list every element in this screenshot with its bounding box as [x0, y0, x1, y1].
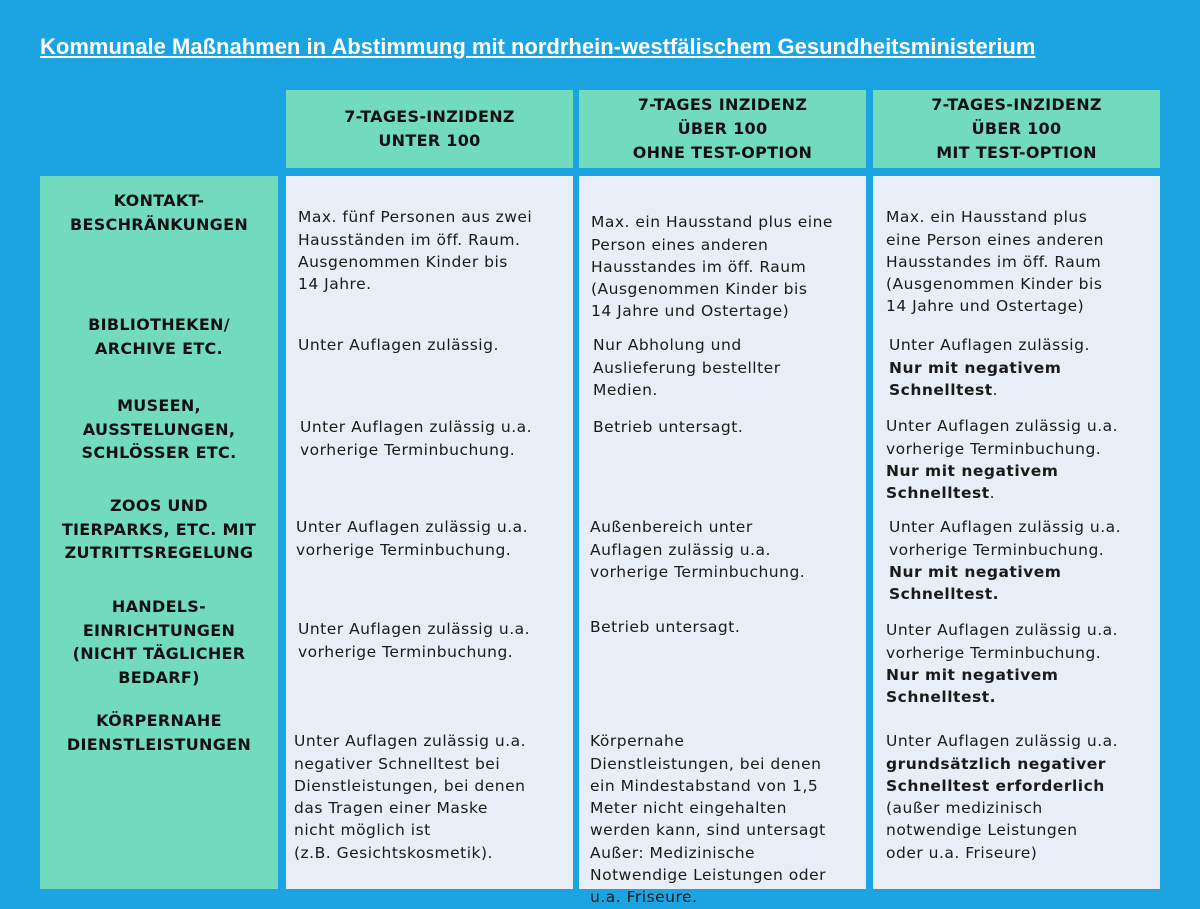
- cell-koerpernahe-col1: [294, 708, 526, 864]
- cell-bold-text: Nur mit negativem Schnelltest.: [886, 665, 1059, 707]
- row-label-line: ARCHIVE ETC.: [95, 338, 223, 358]
- row-label-line: MUSEEN,: [117, 396, 201, 415]
- row-label-line: KONTAKT-: [113, 191, 205, 210]
- cell-zoos-col1: [296, 494, 528, 561]
- cell-text: Körpernahe Dienstleistungen, bei denen ein Mindestabstand von 1,5 Meter nicht eingehalten werden kann, sind untersagt Außer: Medizinische Notwendige Leistungen oder u.a. Friseure.: [590, 732, 827, 907]
- column-header-line: UNTER 100: [378, 131, 481, 150]
- cell-text: Unter Auflagen zulässig u.a. vorherige Terminbuchung.: [886, 621, 1119, 662]
- cell-handel-col1: [298, 596, 530, 663]
- cell-text: Max. ein Hausstand plus eine Person eines anderen Hausstandes im öff. Raum (Ausgenommen Kinder bis 14 Jahre und Ostertage): [591, 213, 833, 321]
- row-label-line: AUSSTELUNGEN,: [82, 419, 236, 439]
- cell-kontakt-col1: [298, 184, 532, 295]
- cell-bibliotheken-col2: [593, 312, 781, 401]
- column-header-line: 7-TAGES-INZIDENZ: [344, 107, 515, 126]
- row-label-line: ZUTRITTSREGELUNG: [64, 543, 254, 562]
- column-header-line: ÜBER 100: [677, 119, 768, 138]
- row-label-line: BESCHRÄNKUNGEN: [69, 214, 249, 234]
- row-label-line: SCHLÖSSER ETC.: [81, 443, 237, 462]
- cell-zoos-col3: [889, 494, 1121, 605]
- row-label-koerpernahe: [40, 709, 278, 756]
- row-label-line: (NICHT TÄGLICHER: [72, 644, 246, 663]
- row-label-bibliotheken: [40, 313, 278, 360]
- row-label-zoos: [40, 494, 278, 565]
- column-header-line: 7-TAGES-INZIDENZ: [931, 95, 1102, 114]
- cell-handel-col2: [590, 594, 740, 639]
- cell-after-text: .: [992, 380, 999, 399]
- cell-text: Betrieb untersagt.: [590, 618, 741, 637]
- cell-text: Unter Auflagen zulässig u.a. vorherige Terminbuchung.: [298, 620, 531, 661]
- row-label-line: DIENSTLEISTUNGEN: [66, 734, 252, 754]
- cell-text: Unter Auflagen zulässig u.a. vorherige Terminbuchung.: [886, 417, 1119, 458]
- row-label-line: KÖRPERNAHE: [96, 711, 222, 730]
- row-label-line: ZOOS UND: [110, 496, 208, 515]
- row-label-line: TIERPARKS, ETC. MIT: [61, 519, 257, 539]
- cell-museen-col1: [300, 394, 532, 461]
- cell-text: Max. fünf Personen aus zwei Hausständen im öff. Raum. Ausgenommen Kinder bis 14 Jahre.: [298, 208, 533, 294]
- row-label-line: EINRICHTUNGEN: [82, 620, 236, 640]
- cell-text: Unter Auflagen zulässig u.a. vorherige Terminbuchung.: [889, 518, 1122, 559]
- cell-bold-text: Nur mit negativem Schnelltest: [889, 358, 1062, 399]
- cell-text: Außenbereich unter Auflagen zulässig u.a. vorherige Terminbuchung.: [590, 518, 806, 581]
- column-header-line: 7-TAGES INZIDENZ: [637, 95, 808, 114]
- cell-koerpernahe-col3: [886, 708, 1118, 864]
- cell-museen-col3: [886, 393, 1118, 504]
- cell-bibliotheken-col1: [298, 312, 499, 357]
- cell-text: Betrieb untersagt.: [593, 418, 744, 437]
- row-label-line: BEDARF): [118, 667, 200, 687]
- column-header-3: [873, 90, 1160, 168]
- cell-after-text: (außer medizinisch notwendige Leistungen oder u.a. Friseure): [886, 799, 1078, 862]
- column-header-line: ÜBER 100: [971, 119, 1062, 138]
- row-label-line: BIBLIOTHEKEN/: [88, 315, 230, 334]
- column-header-2: [579, 90, 866, 168]
- cell-text: Unter Auflagen zulässig u.a. vorherige Terminbuchung.: [300, 418, 533, 459]
- cell-bold-text: Nur mit negativem Schnelltest: [886, 461, 1059, 503]
- page-title: Kommunale Maßnahmen in Abstimmung mit nordrhein-westfälischem Gesundheitsministerium: [40, 34, 1036, 59]
- cell-zoos-col2: [590, 494, 805, 583]
- cell-text: Unter Auflagen zulässig.: [889, 336, 1090, 355]
- cell-text: Unter Auflagen zulässig.: [298, 336, 499, 355]
- row-label-handel: [40, 595, 278, 689]
- row-label-line: HANDELS-: [111, 597, 207, 616]
- cell-text: Unter Auflagen zulässig u.a.: [886, 732, 1119, 751]
- cell-after-text: .: [989, 484, 996, 503]
- cell-text: Nur Abholung und Auslieferung bestellter Medien.: [593, 336, 781, 399]
- cell-text: Unter Auflagen zulässig u.a. vorherige Terminbuchung.: [296, 518, 529, 559]
- cell-bold-text: grundsätzlich negativer Schnelltest erforderlich: [886, 754, 1106, 795]
- cell-handel-col3: [886, 597, 1118, 708]
- cell-museen-col2: [593, 394, 743, 439]
- cell-bold-text: Nur mit negativem Schnelltest.: [889, 562, 1062, 604]
- row-label-museen: [40, 394, 278, 465]
- cell-bibliotheken-col3: [889, 312, 1090, 401]
- column-header-line: OHNE TEST-OPTION: [632, 143, 813, 162]
- cell-koerpernahe-col2: [590, 708, 826, 909]
- cell-kontakt-col2: [591, 189, 833, 323]
- cell-kontakt-col3: [886, 184, 1104, 318]
- column-header-1: [286, 90, 573, 168]
- cell-text: Unter Auflagen zulässig u.a. negativer Schnelltest bei Dienstleistungen, bei denen das Tragen einer Maske nicht möglich ist (z.B. Gesichtskosmetik).: [294, 732, 527, 862]
- column-header-line: MIT TEST-OPTION: [936, 143, 1097, 162]
- cell-text: Max. ein Hausstand plus eine Person eines anderen Hausstandes im öff. Raum (Ausgenommen Kinder bis 14 Jahre und Ostertage): [886, 208, 1104, 316]
- row-label-kontakt: [40, 189, 278, 236]
